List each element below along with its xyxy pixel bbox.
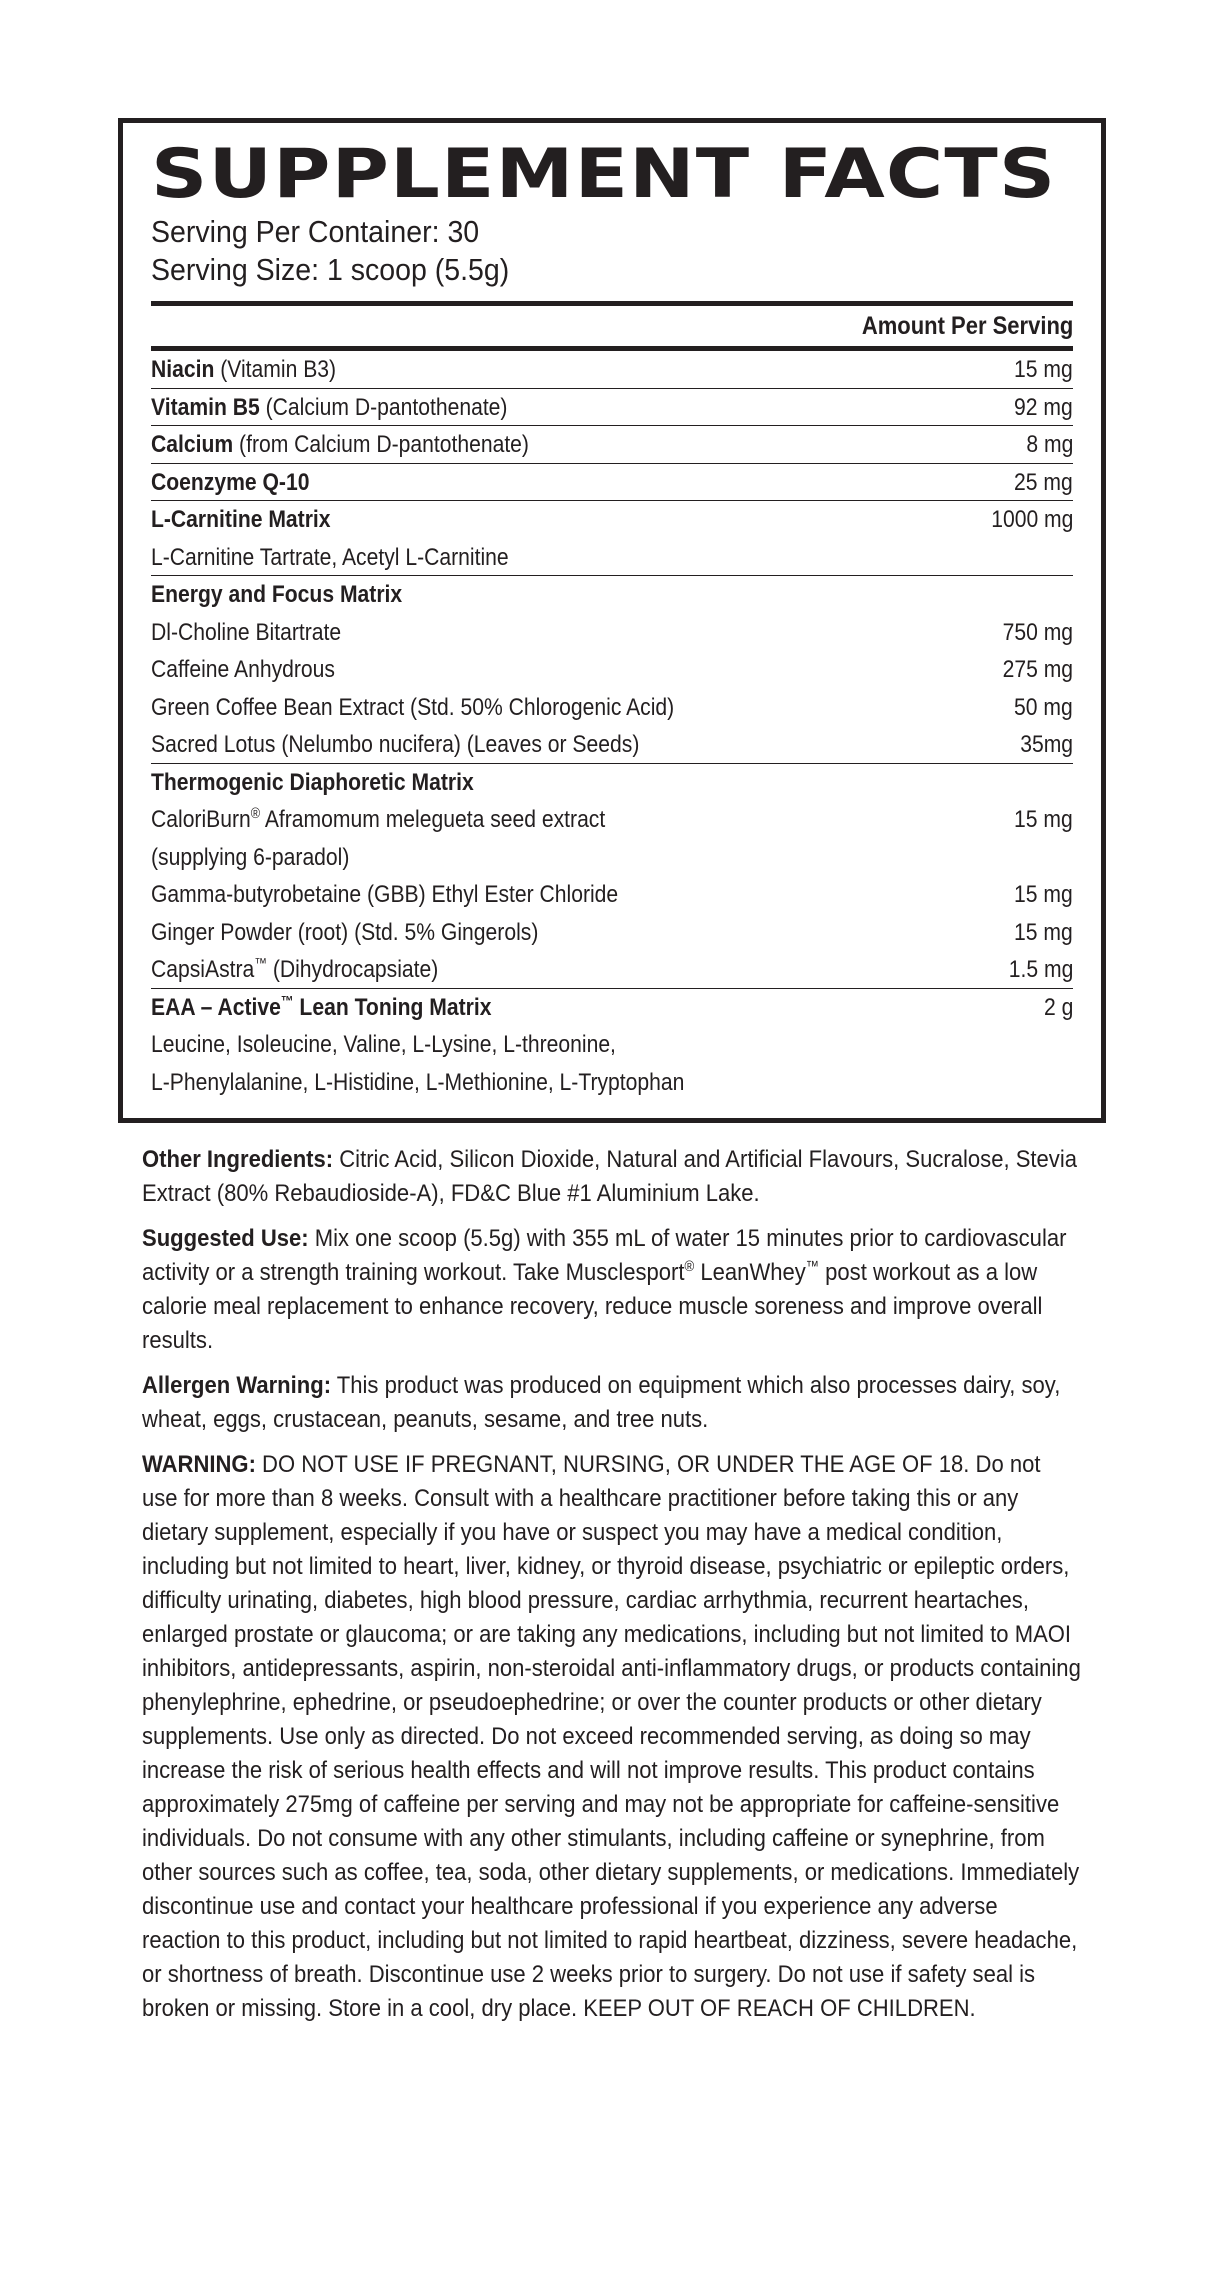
warning-text: DO NOT USE IF PREGNANT, NURSING, OR UNDER THE AGE OF 18. Do not use for more than 8 weeks. Consult with a healthcare practitioner before taking this or any dietary supplement, especially if you have or suspect you may have a medical condition, including but not limited to heart, liver, kidney, or thyroid disease, psychiatric or epileptic orders, difficulty urinating, diabetes, high blood pressure, cardiac arrhythmia, recurrent heartaches, enlarged prostate or glaucoma; or are taking any medications, including but not limited to MAOI inhibitors, antidepressants, aspirin, non-steroidal anti-inflammatory drugs, or products containing phenylephrine, ephedrine, or pseudoephedrine; or over the counter products or other dietary supplements. Use only as directed. Do not exceed recommended serving, as doing so may increase the risk of serious health effects and will not improve results. This product contains approximately 275mg of caffeine per serving and may not be appropriate for caffeine-sensitive individuals. Do not consume with any other stimulants, including caffeine or synephrine, from other sources such as coffee, tea, soda, other dietary supplements, or medications. Immediately discontinue use and contact your healthcare professional if you experience any adverse reaction to this product, including but not limited to rapid heartbeat, dizziness, severe headache, or shortness of breath. Discontinue use 2 weeks prior to surgery. Do not use if safety seal is broken or missing. Store in a cool, dry place. KEEP OUT OF REACH OF CHILDREN. [142,1451,1081,2022]
other-ingredients-text: Citric Acid, Silicon Dioxide, Natural and Artificial Flavours, Sucralose, Stevia Extract (80% Rebaudioside-A), FD&C Blue #1 Aluminium Lake. [142,1146,1078,1207]
nutrient-row [151,539,1073,577]
trademark-mark: ® [250,806,261,822]
nutrient-row [151,426,1073,464]
nutrient-amount: 35mg [1020,731,1073,758]
nutrient-name [151,726,639,763]
nutrient-name-part: Niacin [151,356,215,383]
nutrient-row [151,764,1073,802]
nutrient-name [151,389,507,426]
nutrient-name-part: Green Coffee Bean Extract (Std. 50% Chlorogenic Acid) [151,693,675,721]
nutrient-name-part: Gamma-butyrobetaine (GBB) Ethyl Ester Chloride [151,881,619,908]
nutrient-amount: 15 mg [1014,806,1073,833]
nutrient-amount: 15 mg [1014,918,1073,946]
nutrient-row [151,651,1073,689]
nutrient-name [151,951,438,988]
nutrient-name [151,576,402,614]
nutrient-name [151,539,509,576]
nutrient-amount: 1000 mg [990,506,1073,533]
nutrient-name [151,426,529,463]
nutrient-name-part: (supplying 6-paradol) [151,843,350,871]
nutrient-amount: 750 mg [1002,618,1073,646]
nutrient-name-part: Caffeine Anhydrous [151,656,335,683]
nutrient-amount: 1.5 mg [1008,956,1073,983]
amount-per-serving-header [151,306,1073,346]
nutrient-row [151,989,1073,1027]
nutrient-row [151,839,1073,877]
nutrient-amount: 8 mg [1026,431,1073,458]
nutrient-name-part: Dl-Choline Bitartrate [151,618,342,646]
nutrient-name [151,989,491,1027]
trademark-mark: ™ [254,956,267,972]
nutrient-row [151,1064,1073,1102]
nutrient-name [151,651,335,689]
serving-size: Serving Size: 1 scoop (5.5g) [151,252,510,287]
nutrient-name [151,689,674,727]
nutrient-amount: 50 mg [1014,693,1073,721]
nutrient-name-part: Lean Toning Matrix [293,993,492,1021]
nutrient-row [151,351,1073,389]
suggested-use-text-1: Mix one scoop (5.5g) with 355 mL of water 15 minutes prior to cardiovascular activity or a strength training workout. Take Musclesport [142,1225,1067,1286]
warning [142,1448,1082,2026]
nutrient-amount: 2 g [1043,993,1073,1021]
allergen-warning-label: Allergen Warning: [142,1372,332,1399]
nutrient-name [151,914,538,952]
nutrient-row [151,501,1073,539]
nutrient-row [151,801,1073,839]
suggested-use-text-2: LeanWhey [694,1259,806,1286]
nutrient-name-part: (from Calcium D-pantothenate) [233,431,529,458]
nutrient-name [151,876,618,914]
allergen-warning-text: This product was produced on equipment which also processes dairy, soy, wheat, eggs, crustacean, peanuts, sesame, and tree nuts. [142,1372,1061,1433]
nutrient-row [151,389,1073,427]
nutrient-name-part: Aframomum melegueta seed extract [260,806,606,833]
nutrient-rows [151,351,1073,1101]
nutrient-name-part: Calcium [151,431,234,458]
nutrient-name-part: CapsiAstra [151,956,255,983]
nutrient-name [151,839,349,877]
nutrient-row [151,876,1073,914]
nutrient-row [151,689,1073,727]
supplement-facts-panel [118,118,1106,1123]
nutrient-name-part: Thermogenic Diaphoretic Matrix [151,768,474,796]
nutrient-row [151,726,1073,764]
nutrient-name-part: (Calcium D-pantothenate) [259,393,508,421]
nutrient-name [151,351,336,388]
nutrient-name-part: Leucine, Isoleucine, Valine, L-Lysine, L-threonine, [151,1031,616,1058]
suggested-use-label: Suggested Use: [142,1225,309,1252]
nutrient-name-part: Ginger Powder (root) (Std. 5% Gingerols) [151,918,539,946]
nutrient-name-part: CaloriBurn [151,806,251,833]
nutrient-name [151,1064,684,1102]
nutrient-row [151,464,1073,502]
nutrient-row [151,914,1073,952]
other-ingredients [142,1143,1082,1211]
nutrient-name [151,464,309,501]
nutrient-amount: 92 mg [1014,393,1073,421]
nutrient-row [151,951,1073,989]
nutrient-amount: 15 mg [1014,881,1073,908]
panel-content [151,123,1073,1118]
nutrient-name-part: L-Carnitine Tartrate, Acetyl L-Carnitine [151,543,509,571]
nutrient-amount: 275 mg [1002,656,1073,683]
panel-title: SUPPLEMENT FACTS [151,135,1057,214]
nutrient-name [151,614,341,652]
suggested-use-text-3: post workout as a low calorie meal replacement to enhance recovery, reduce muscle soreness and improve overall results. [142,1259,1043,1354]
trademark-mark: ™ [805,1258,820,1275]
nutrient-amount: 15 mg [1014,356,1073,383]
registered-mark: ® [684,1258,695,1275]
nutrient-row [151,614,1073,652]
nutrient-name-part: EAA – Active [151,993,281,1021]
nutrient-name [151,501,331,539]
nutrient-row [151,576,1073,614]
suggested-use [142,1222,1082,1358]
servings-per-container: Serving Per Container: 30 [151,214,480,249]
other-ingredients-label: Other Ingredients: [142,1146,334,1173]
nutrient-name-part: Coenzyme Q-10 [151,468,310,496]
trademark-mark: ™ [280,993,294,1010]
nutrient-amount: 25 mg [1014,468,1073,496]
warning-label: WARNING: [142,1451,256,1478]
nutrient-name-part: (Dihydrocapsiate) [266,956,439,983]
nutrient-name-part: (Vitamin B3) [214,356,337,383]
amount-per-serving-label: Amount Per Serving [861,312,1073,340]
nutrient-name-part: L-Phenylalanine, L-Histidine, L-Methionine, L-Tryptophan [151,1068,685,1096]
label-text [142,1143,1082,2037]
nutrient-row [151,1026,1073,1064]
nutrient-name [151,764,474,802]
nutrient-name [151,801,605,839]
nutrient-name-part: Sacred Lotus (Nelumbo nucifera) (Leaves or Seeds) [151,731,640,758]
nutrient-name-part: Energy and Focus Matrix [151,581,403,608]
nutrient-name-part: Vitamin B5 [151,393,260,421]
allergen-warning [142,1369,1082,1437]
nutrient-name [151,1026,616,1064]
nutrient-name-part: L-Carnitine Matrix [151,506,331,533]
